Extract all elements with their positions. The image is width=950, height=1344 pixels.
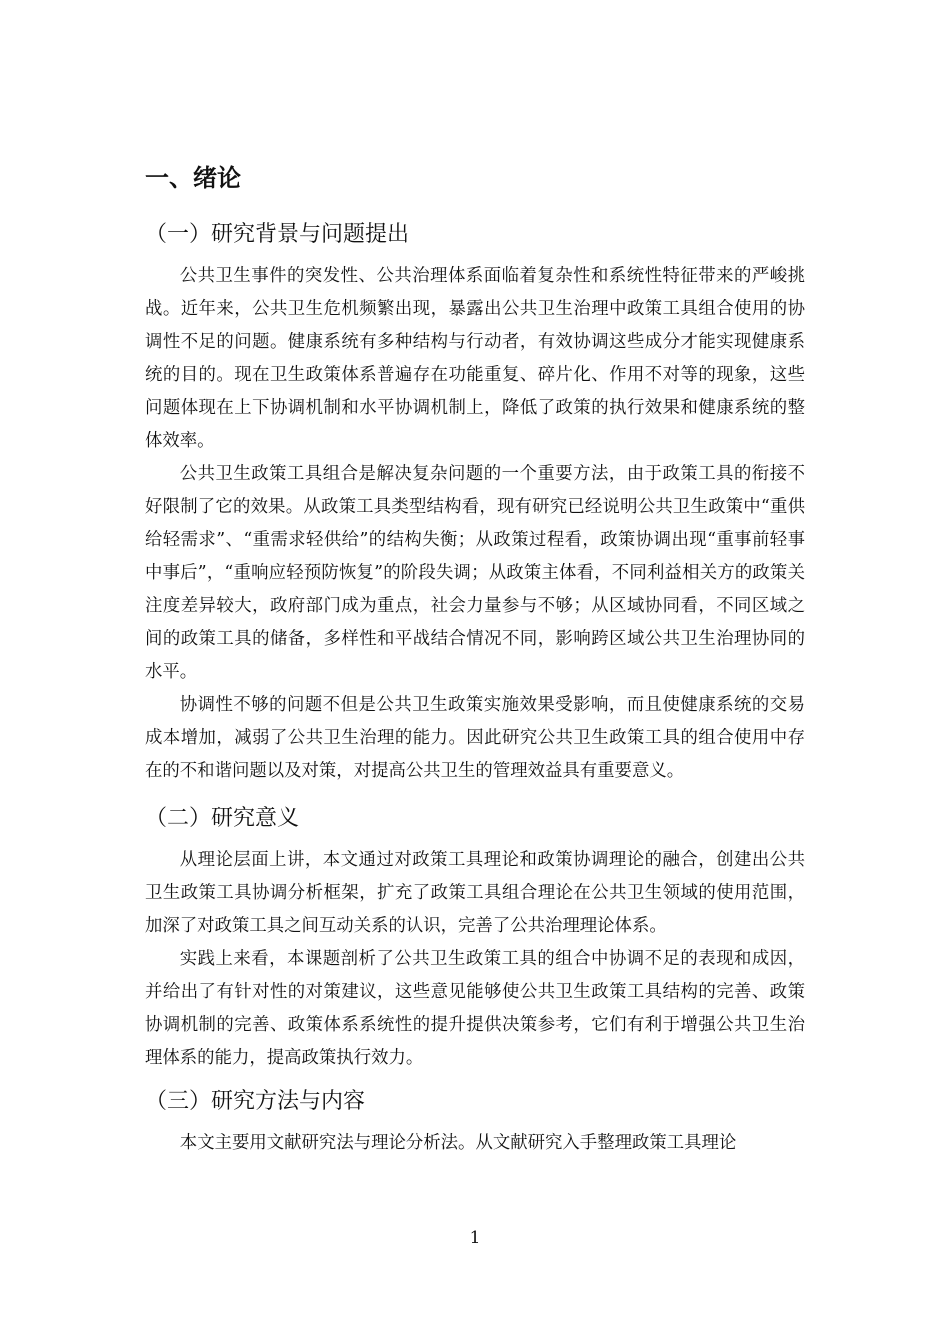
- paragraph: 本文主要用文献研究法与理论分析法。从文献研究入手整理政策工具理论: [179, 1133, 737, 1153]
- paragraph: 实践上来看，本课题剖析了公共卫生政策工具的组合中协调不足的表现和成因，并给出了有针对性的对策建议，这些意见能够使公共卫生政策工具结构的完善、政策协调机制的完善、政策体系系统性的提升提供决策参考，它们有利于增强公共卫生治理体系的能力，提高政策执行效力。: [145, 949, 805, 1068]
- page-number: 1: [469, 1228, 481, 1248]
- paragraph: 公共卫生事件的突发性、公共治理体系面临着复杂性和系统性特征带来的严峻挑战。近年来，公共卫生危机频繁出现，暴露出公共卫生治理中政策工具组合使用的协调性不足的问题。健康系统有多种结构与行动者，有效协调这些成分才能实现健康系统的目的。现在卫生政策体系普遍存在功能重复、碎片化、作用不对等的现象，这些问题体现在上下协调机制和水平协调机制上，降低了政策的执行效果和健康系统的整体效率。: [145, 266, 805, 451]
- subsection-title-methods: （三）研究方法与内容: [145, 1089, 366, 1114]
- section-title: 一、绪论: [145, 164, 241, 192]
- paragraph: 协调性不够的问题不但是公共卫生政策实施效果受影响，而且使健康系统的交易成本增加，减弱了公共卫生治理的能力。因此研究公共卫生政策工具的组合使用中存在的不和谐问题以及对策，对提高公共卫生的管理效益具有重要意义。: [145, 695, 805, 781]
- page-content: [145, 156, 805, 1160]
- paragraph: 公共卫生政策工具组合是解决复杂问题的一个重要方法，由于政策工具的衔接不好限制了它的效果。从政策工具类型结构看，现有研究已经说明公共卫生政策中“重供给轻需求”、“重需求轻供给”的结构失衡；从政策过程看，政策协调出现“重事前轻事中事后”，“重响应轻预防恢复”的阶段失调；从政策主体看，不同利益相关方的政策关注度差异较大，政府部门成为重点，社会力量参与不够；从区域协同看，不同区域之间的政策工具的储备，多样性和平战结合情况不同，影响跨区域公共卫生治理协同的水平。: [145, 464, 805, 682]
- paragraph: 从理论层面上讲，本文通过对政策工具理论和政策协调理论的融合，创建出公共卫生政策工具协调分析框架，扩充了政策工具组合理论在公共卫生领域的使用范围，加深了对政策工具之间互动关系的认识，完善了公共治理理论体系。: [145, 850, 805, 936]
- subsection-title-significance: （二）研究意义: [145, 806, 300, 831]
- subsection-title-background: （一）研究背景与问题提出: [145, 222, 410, 247]
